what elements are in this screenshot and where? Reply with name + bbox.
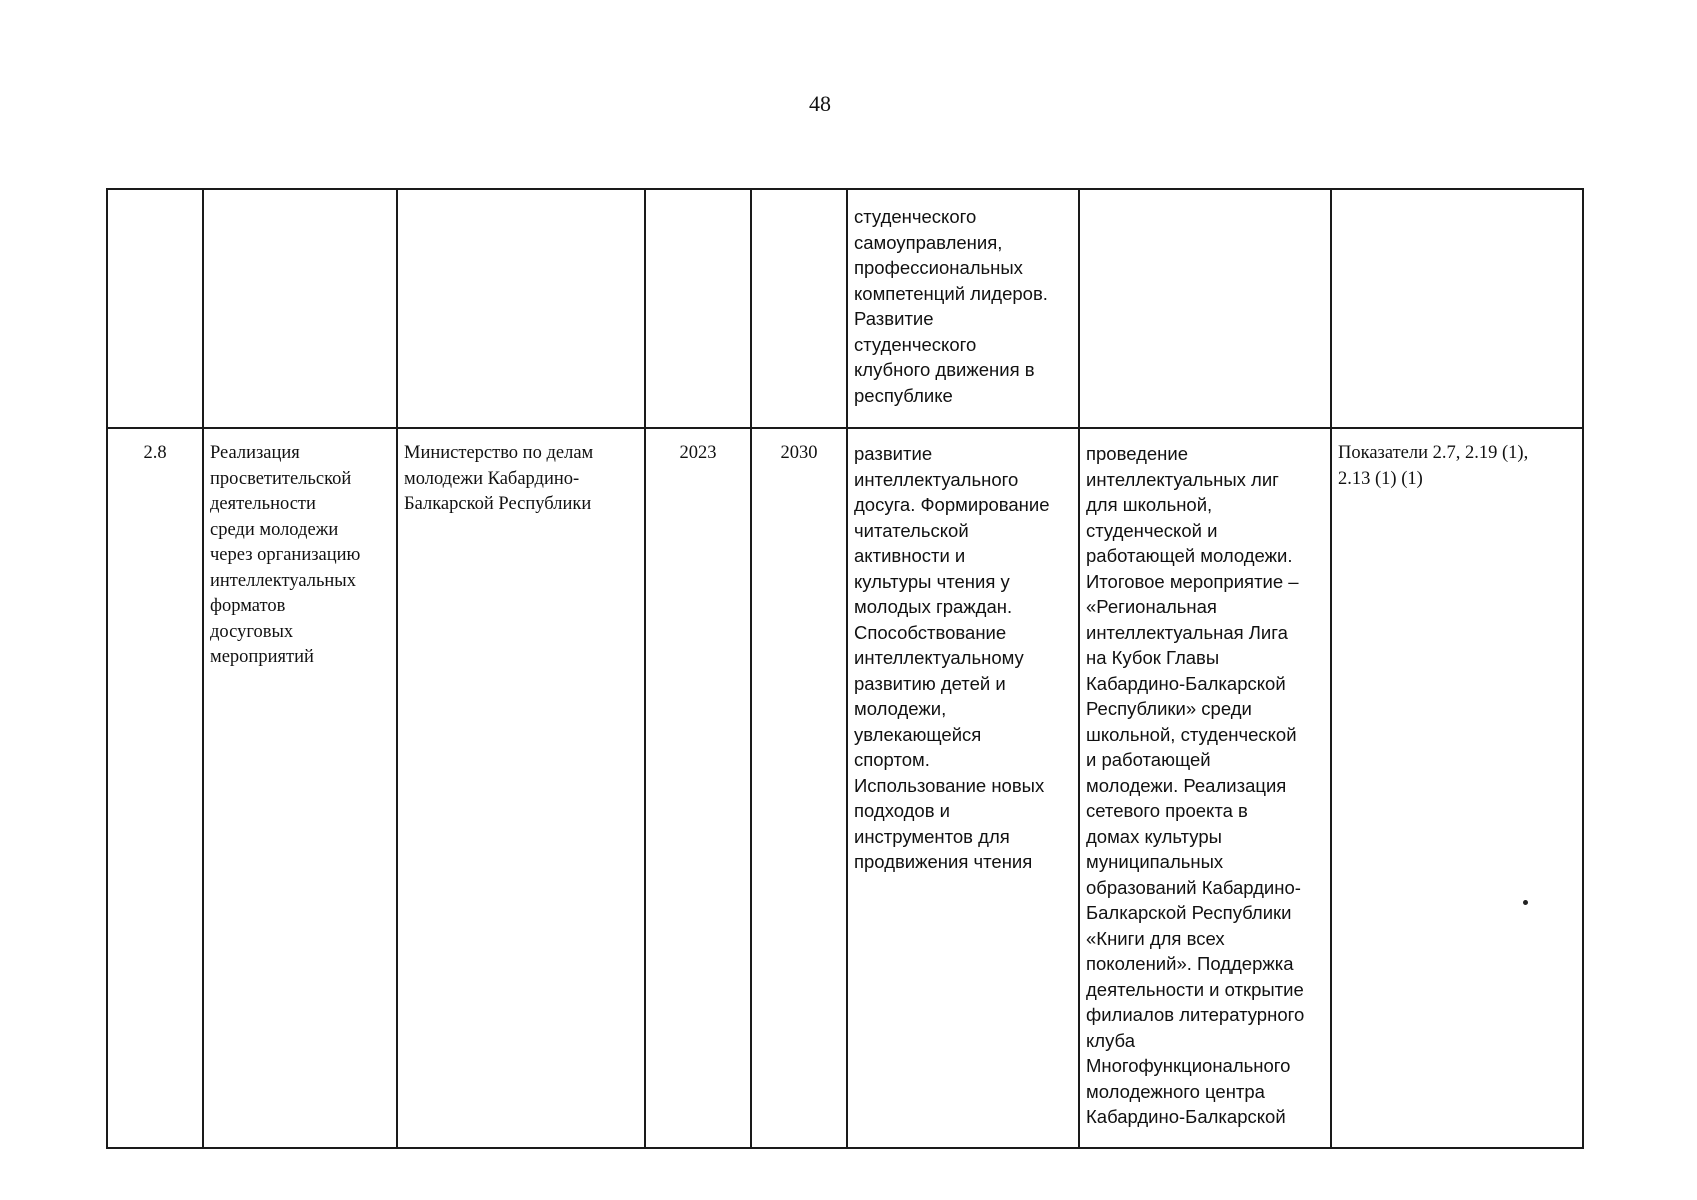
cell-executor [397, 189, 645, 428]
cell-activities [1079, 189, 1331, 428]
cell-indicators: Показатели 2.7, 2.19 (1), 2.13 (1) (1) [1331, 428, 1583, 1148]
cell-start-year: 2023 [645, 428, 751, 1148]
cell-expected-result: развитие интеллектуального досуга. Формирование читательской активности и культуры чтения у молодых граждан. Способствование интеллектуальному развитию детей и молодежи, увлекающейся спортом. Использование новых подходов и инструментов для продвижения чтения [847, 428, 1079, 1148]
cell-event-name: Реализация просветительской деятельности среди молодежи через организацию интеллектуальных форматов досуговых мероприятий [203, 428, 397, 1148]
table-row-continuation [107, 189, 1583, 428]
cell-end-year: 2030 [751, 428, 847, 1148]
cell-executor: Министерство по делам молодежи Кабардино- Балкарской Республики [397, 428, 645, 1148]
page-number: 48 [809, 91, 831, 116]
cell-number [107, 189, 203, 428]
scan-speck [1523, 900, 1528, 905]
plan-table [106, 188, 1584, 1149]
cell-activities: проведение интеллектуальных лиг для школьной, студенческой и работающей молодежи. Итоговое мероприятие – «Региональная интеллектуальная Лига на Кубок Главы Кабардино-Балкарской Республики» среди школьной, студенческой и работающей молодежи. Реализация сетевого проекта в домах культуры муниципальных образований Кабардино- Балкарской Республики «Книги для всех поколений». Поддержка деятельности и открытие филиалов литературного клуба Многофункционального молодежного центра Кабардино-Балкарской [1079, 428, 1331, 1148]
cell-indicators [1331, 189, 1583, 428]
cell-number: 2.8 [107, 428, 203, 1148]
table-row-2-8 [107, 428, 1583, 1148]
cell-expected-result: студенческого самоуправления, профессиональных компетенций лидеров. Развитие студенческого клубного движения в республике [847, 189, 1079, 428]
cell-end-year [751, 189, 847, 428]
cell-start-year [645, 189, 751, 428]
cell-event-name [203, 189, 397, 428]
